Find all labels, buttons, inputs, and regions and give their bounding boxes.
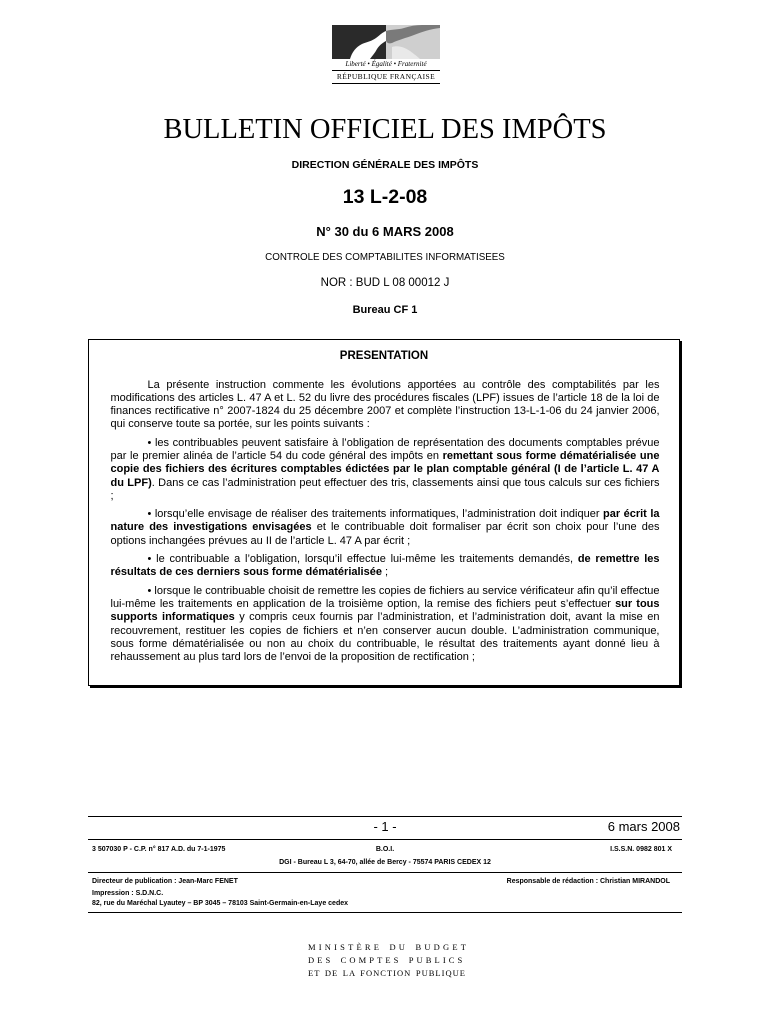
paragraph-text: ; — [381, 566, 389, 579]
page-number: - 1 - — [373, 819, 397, 834]
publication-director: Directeur de publication : Jean-Marc FENET — [92, 877, 238, 885]
ministry-line: ET DE LA FONCTION PUBLIQUE — [308, 968, 466, 978]
paragraph-text: • lorsque le contribuable choisit de remettre les copies de fichiers au service vérificateur afin qu’il effectue lui-même les traitements en application de la troisième option, la remise des fichiers peut s’effectuer — [110, 584, 660, 610]
paragraph-text: • les contribuables peuvent satisfaire à l’obligation de représentation des documents comptables prévue par le premier alinéa de l’article 54 du code général des impôts en — [110, 436, 660, 462]
paragraph-text: . Dans ce cas l’administration peut effectuer des tris, classements ainsi que tous calculs sur ces fichiers ; — [110, 476, 660, 502]
bulletin-title: BULLETIN OFFICIEL DES IMPÔTS — [163, 114, 607, 145]
emphasized-text: remettant sous forme dématérialisée une copie des fichiers des écritures comptables édictées par le plan comptable général (I de l’article L. 47 A du LPF) — [110, 449, 660, 489]
publication-code: B.O.I. — [375, 845, 395, 853]
presentation-heading: PRESENTATION — [339, 350, 429, 362]
marianne-logo — [332, 25, 440, 87]
presentation-box — [88, 339, 680, 686]
cp-reference: 3 507030 P - C.P. n° 817 A.D. du 7-1-1975 — [92, 845, 226, 853]
direction-heading: DIRECTION GÉNÉRALE DES IMPÔTS — [291, 159, 479, 171]
publication-date: 6 mars 2008 — [607, 819, 680, 834]
paragraph-text: • le contribuable a l’obligation, lorsqu’il effectue lui-même les traitements demandés, — [147, 553, 578, 566]
logo-republic: RÉPUBLIQUE FRANÇAISE — [336, 72, 436, 81]
printer: Impression : S.D.N.C. — [92, 889, 164, 897]
paragraph-text: • lorsqu’elle envisage de réaliser des traitements informatiques, l’administration doit indiquer — [147, 508, 603, 521]
logo-motto: Liberté • Égalité • Fraternité — [345, 60, 427, 68]
emphasized-text: de remettre les résultats de ces derniers sous forme dématérialisée — [110, 553, 660, 579]
paragraph-text: et le contribuable doit formaliser par écrit son choix pour l’une des options inchangées prévues au II de l’article L. 47 A par écrit ; — [110, 521, 660, 547]
footer-rule — [88, 912, 682, 913]
presentation-body — [111, 379, 660, 670]
issn: I.S.S.N. 0982 801 X — [610, 845, 672, 853]
logo-divider — [332, 83, 440, 84]
printer-address: 82, rue du Maréchal Lyautey – BP 3045 – 78103 Saint-Germain-en-Laye cedex — [92, 899, 349, 907]
document-subject: CONTROLE DES COMPTABILITES INFORMATISEES — [265, 252, 505, 263]
editor-in-chief: Responsable de rédaction : Christian MIRANDOL — [506, 877, 670, 885]
footer-rule — [88, 839, 682, 840]
paragraph-text: y compris ceux fournis par l’administration, et l’administration doit, avant la mise en recouvrement, restituer les copies de fichiers et n’en conserver aucun double. L’administration communique, sous forme dématérialisée ou non au choix du contribuable, le résultat des traitements ayant donné lieu à rehaussement au plus tard lors de l’envoi de la proposition de rectification ; — [110, 611, 660, 664]
logo-divider — [332, 70, 440, 71]
emphasized-text: sur tous supports informatiques — [110, 597, 660, 624]
marianne-emblem-icon — [332, 25, 440, 59]
issue-number: N° 30 du 6 MARS 2008 — [316, 223, 454, 239]
paragraph-text: La présente instruction commente les évolutions apportées au contrôle des comptabilités par les modifications des articles L. 47 A et L. 52 du livre des procédures fiscales (LPF) issues de l’article 18 de la loi de finances rectificative n° 2007-1824 du 25 décembre 2007 et complète l’instruction 13-L-1-06 du 24 janvier 2006, qui conserve toute sa portée, sur les points suivants : — [110, 378, 660, 431]
footer-rule — [88, 872, 682, 873]
dgi-address: DGI - Bureau L 3, 64-70, allée de Bercy - 75574 PARIS CEDEX 12 — [279, 858, 491, 866]
ministry-line: MINISTÈRE DU BUDGET — [308, 942, 470, 952]
presentation-paragraph — [111, 553, 660, 580]
presentation-paragraph — [111, 379, 660, 432]
presentation-paragraph — [111, 585, 660, 665]
ministry-line: DES COMPTES PUBLICS — [308, 955, 466, 965]
presentation-paragraph — [111, 437, 660, 503]
instruction-reference: 13 L-2-08 — [342, 186, 428, 208]
emphasized-text: par écrit la nature des investigations envisagées — [110, 508, 660, 534]
presentation-paragraph — [111, 508, 660, 548]
bureau-label: Bureau CF 1 — [352, 304, 418, 316]
footer-rule — [88, 816, 682, 817]
nor-reference: NOR : BUD L 08 00012 J — [320, 277, 450, 289]
